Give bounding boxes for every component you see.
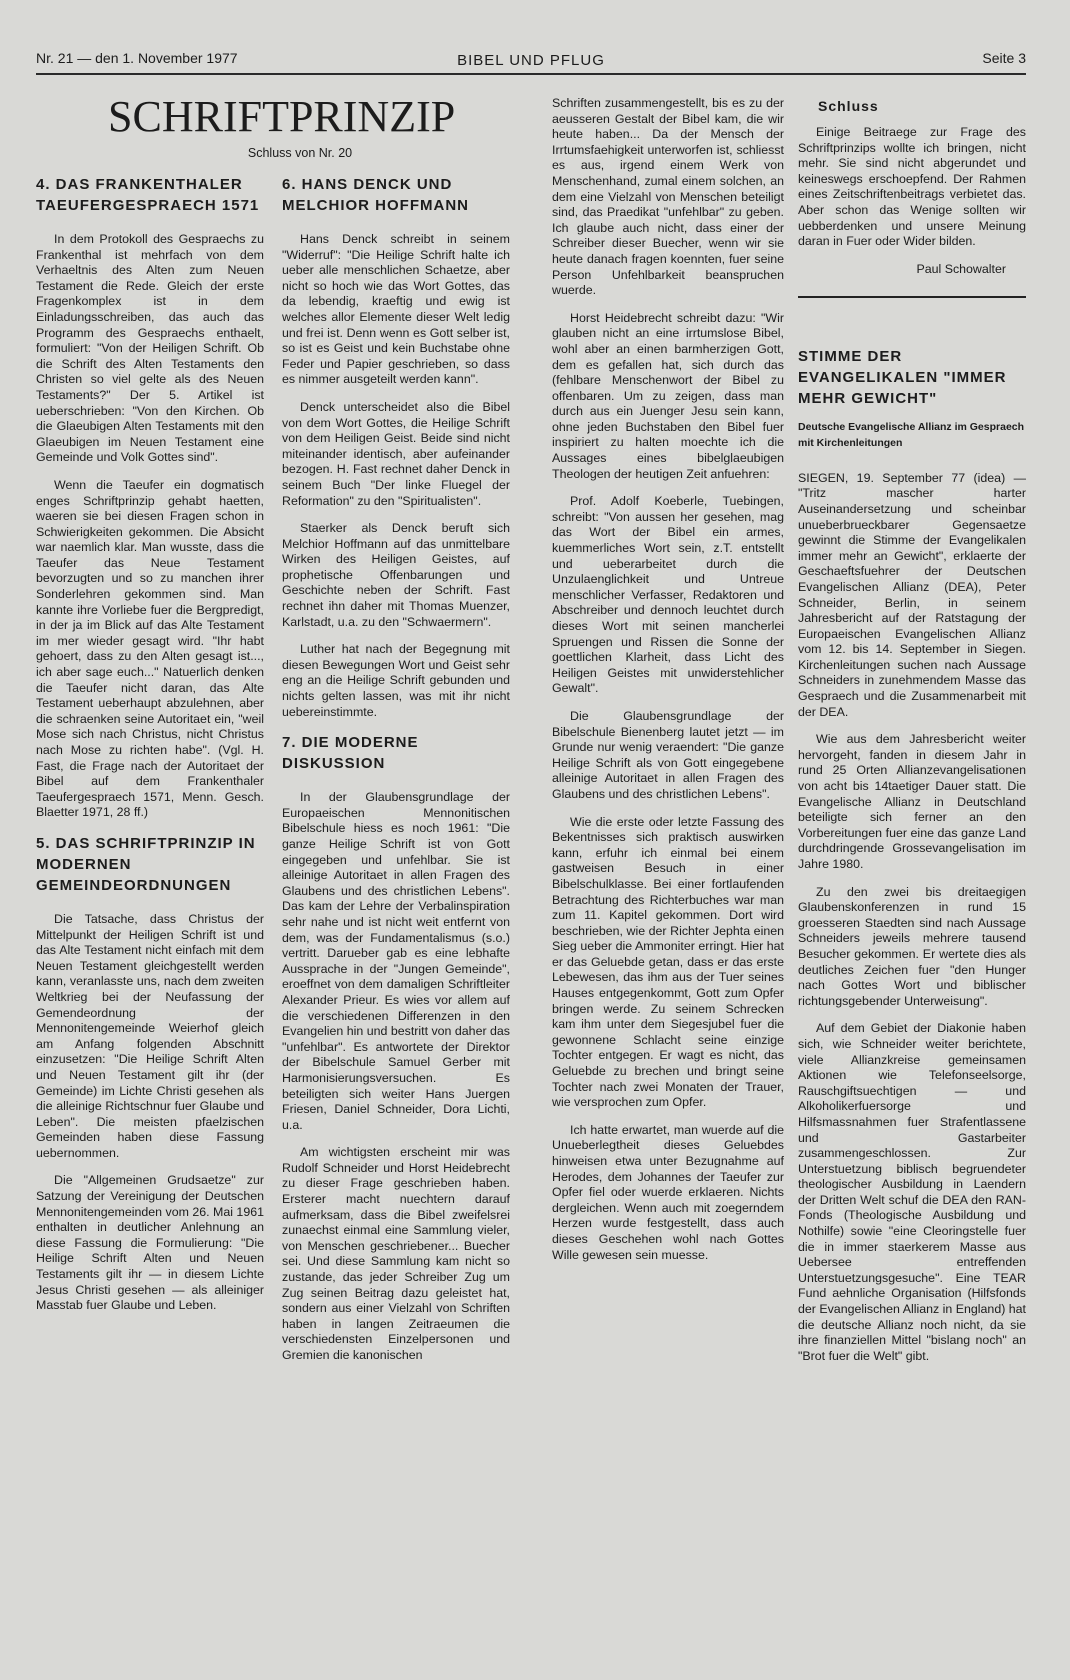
column-4: [798, 96, 1026, 1376]
page-number: Seite 3: [982, 50, 1026, 66]
paragraph: Am wichtigsten erscheint mir was Rudolf Schneider und Horst Heidebrecht zu dieser Frage geschrieben haben. Ersterer macht nuechtern darauf aufmerksam, dass die Bibel zweifelsrei zunaechst einmal eine Sammlung vieler, von Menschen geschriebener... Buecher sei. Und diese Sammlung kam nicht so zustande, das jeder Schreiber Zug um Zug seinen Beitrag dazu geleistet hat, sondern aus einer Vielzahl von Schriften haben in langen Zeitraeumen die verschiedensten Einzelpersonen und Gremien die kanonischen: [282, 1145, 510, 1362]
paragraph: Auf dem Gebiet der Diakonie haben sich, wie Schneider weiter berichtete, viele Allianzkreise gemeinsamen Aktionen wie Telefonseelsorge, Rauschgiftsuechtigen — und Alkoholikerfuersorge und Hilfsmassnahmen fuer Strafentlassene und Gastarbeiter zusammengeschlossen. Zur Unterstuetzung biblisch begruendeter theologischer Ausbildung in Laendern der Dritten Welt schuf die DEA den RAN-Fonds (Theologische Ausbildung und Nothilfe) sowie "eine Cleoringstelle fuer die in immer staerkerem Masse aus Uebersee entreffenden Unterstuetzungsgesuche". Eine TEAR Fund aehnliche Organisation (Hilfsfonds der Evangelischen Allianz in England) hat die deutsche Allianz noch nicht, da sie ihre finanziellen Mittel "bislang noch" an "Brot fuer die Welt" gibt.: [798, 1021, 1026, 1363]
paragraph: Schriften zusammengestellt, bis es zu der aeusseren Gestalt der Bibel kam, die wir heute haben... Da der Mensch der Irrtumsfaehigkeit unterworfen ist, schliesst es aus, irgend einem Werk von Menschenhand, zumal einem solchen, an dem eine Vielzahl von Menschen beteiligt sind, das Praedikat "unfehlbar" zu geben. Ich glaube auch nicht, dass einer der Schreiber dieser Buecher, wenn wir sie heute danach fragen koennten, fuer seine Person Unfehlbarkeit beanspruchen wuerde.: [552, 96, 784, 298]
section-heading-7: 7. DIE MODERNE DISKUSSION: [282, 734, 419, 773]
section-divider: [798, 296, 1026, 298]
paragraph: In der Glaubensgrundlage der Europaeischen Mennonitischen Bibelschule hiess es noch 1961: "Die ganze Heilige Schrift ist von Gott eingegeben und unfehlbar. Sie ist alleinige Autoritaet in allen Fragen des Glaubens und des christlichen Lebens". Das kam der Lehre der Verbalinspiration sehr nahe und ist nicht weit entfernt von dem, was der Fundamentalismus (s.o.) vertritt. Darueber gab es eine lebhafte Aussprache in der "Jungen Gemeinde", eroeffnet von dem damaligen Schriftleiter Alexander Prieur. Es wies vor allem auf die verschiedenen Differenzen in den Evangelien hin und bestritt von daher das "unfehlbar". Es antwortete der Direktor der Bibelschule Samuel Gerber mit Harmonisierungsversuchen. Es beteiligten sich weiter Hans Juergen Friesen, Daniel Schneider, Dora Lichti, u.a.: [282, 790, 511, 1132]
column-3: [552, 96, 784, 1275]
paragraph: In dem Protokoll des Gespraechs zu Frankenthal ist mehrfach von dem Verhaeltnis des Alten zum Neuen Testament die Rede. Gleich der erste Fragenkomplex ist in dem Einladungsschreiben, das auch das Programm des Gespraechs enthaelt, formuliert: "Von der Heiligen Schrift. Ob die Schrift des Alten Testaments den Christen so viel gelte als des Neuen Testaments?" Der 5. Artikel ist ueberschrieben: "Von den Kirchen. Ob die Glaeubigen Alten Testaments mit den Glaeubigen im Neuen Testament eine Gemeinde und Volk Gottes sind".: [36, 232, 264, 465]
paragraph: Hans Denck schreibt in seinem "Widerruf": "Die Heilige Schrift halte ich ueber alle menschlichen Schaetze, aber nicht so hoch wie das Wort Gottes, das da lebendig, kraeftig und ewig ist welches allor Elemente dieser Welt ledig und frei ist. Denn wenn es Gott selber ist, so ist es Geist und kein Buchstabe ohne Feder und Papier geschrieben, so dass es nimmer ausgeteilt werden kann".: [282, 232, 510, 387]
column-1: [36, 168, 264, 1326]
article-subtitle: Schluss von Nr. 20: [247, 146, 353, 160]
section-heading-5: 5. DAS SCHRIFTPRINZIP IN MODERNEN GEMEINDEORDNUNGEN: [36, 834, 256, 894]
section-subheading: Deutsche Evangelische Allianz im Gespraech mit Kirchenleitungen: [798, 420, 1025, 449]
paragraph: Wie aus dem Jahresbericht weiter hervorgeht, fanden in diesem Jahr in rund 25 Orten Allianzevangelisationen von acht bis 14taetiger Dauer statt. Die Evangelische Allianz in Deutschland beteiligte sich ferner an den Vorbereitungen fuer eine das ganze Land durchdringende Grossevangelisation im Jahre 1980.: [798, 732, 1026, 871]
paragraph: Horst Heidebrecht schreibt dazu: "Wir glauben nicht an eine irrtumslose Bibel, wohl aber an einen barmherzigen Gott, dem es gefallen hat, sich durch das (fehlbare Menschenwort der Bibel zu offenbaren. Um zu zeigen, dass man durch aus ein Juenger Jesu sein kann, ohne jeden Buchstaben den Bibel fuer inspiriert zu halten moechte ich die Aussages eines bibelglaeubigen Theologen der heutigen Zeit anfuehren:: [552, 310, 784, 481]
paragraph: Die Tatsache, dass Christus der Mittelpunkt der Heiligen Schrift ist und das Alte Testament nicht einfach mit dem Neuen Testament gleichgestellt werden kann, veranlasste uns, nach dem zweiten Weltkrieg bei der Neufassung der Gemendeordnung der Mennonitengemeinde Weierhof gleich am Anfang folgenden Abschnitt einzusetzen: "Die Heilige Schrift Alten und Neuen Testament gilt ihr (der Gemeinde) im Lichte Christi gesehen als die alleinige Richtschnur fuer Glaube und Leben". Die meisten pfaelzischen Gemeinden haben diese Fassung uebernommen.: [36, 911, 264, 1160]
paragraph: Wie die erste oder letzte Fassung des Bekentnisses sich praktisch auswirken kann, erfuhr ich einmal bei einem gastweisen Besuch in einer Bibelschulklasse. Bei einer fortlaufenden Betrachtung des Richterbuches war man zum 11. Kapitel gekommen. Dort wird beschrieben, wie der Richter Jephta einen Sieg ueber die Ammoniter erringt. Hier hat er das Geluebde getan, dass er das erste Lebewesen, das ihm aus der Tuer seines Hauses entgegenkommt, Gott zum Opfer bringen werde. Zu seinem Schrecken kam ihm unter dem Siegesjubel fuer die gewonnene Schlacht seine einzige Tochter entgegen. Er wagt es nicht, das Geluebde zu brechen und bringt seine Tochter nach zwei Monaten der Trauer, wie versprochen zum Opfer.: [552, 814, 784, 1110]
schluss-heading: Schluss: [818, 98, 879, 114]
header-rule: [36, 73, 1026, 75]
paragraph: Luther hat nach der Begegnung mit diesen Bewegungen Wort und Geist sehr eng an die Heilige Schrift gebunden und nichts gelten lassen, was mit ihr nicht uebereinstimmte.: [282, 642, 510, 719]
author-signature: Paul Schowalter: [916, 261, 1006, 276]
article-title: SCHRIFTPRINZIP: [108, 92, 456, 141]
paragraph: Zu den zwei bis dreitaegigen Glaubenskonferenzen in rund 15 groesseren Staedten sind nach Aussage Schneiders jeweils mehrere tausend Besucher gekommen. Er wertete dies als deutliches Zeichen fuer "den Hunger nach Gottes Wort und biblischer richtungsgebender Unterweisung".: [798, 884, 1026, 1008]
page-header: [36, 46, 1026, 72]
column-2: [282, 168, 510, 1376]
paragraph: Die Glaubensgrundlage der Bibelschule Bienenberg lautet jetzt — im Grunde nur wenig veraendert: "Die ganze Heilige Schrift als von Gott eingegebene alleinige Autoritaet in allen Fragen des Glaubens und des christlichen Lebens".: [552, 708, 784, 801]
paragraph: Ich hatte erwartet, man wuerde auf die Unueberlegtheit dieses Geluebdes hinweisen etwa unter Bezugnahme auf Herodes, dem Johannes der Taeufer zur Opfer fiel oder wuerde erklaeren. Nichts dergleichen. Wenn auch mit zoegerndem Herzen wurde festgestellt, dass auch dieses Geschehen wohl nach Gottes Wille gewesen sein muesse.: [552, 1122, 784, 1262]
section-heading-stimme: STIMME DER EVANGELIKALEN "IMMER MEHR GEWICHT": [798, 347, 1007, 407]
paragraph: Die "Allgemeinen Grudsaetze" zur Satzung der Vereinigung der Deutschen Mennonitengemeinden vom 26. Mai 1961 enthalten in deutlicher Anlehnung an diese Fassung die Formulierung: "Die Heilige Schrift Alten und Neuen Testaments gilt ihr — in diesem Lichte Jesus Christi gesehen — als alleiniger Masstab fuer Glaube und Leben.: [36, 1173, 264, 1313]
paragraph: Wenn die Taeufer ein dogmatisch enges Schriftprinzip gehabt haetten, waeren sie bei diesen Fragen schon in Schwierigkeiten gekommen. Die Absicht war naemlich klar. Man wusste, dass die Taeufer das Neue Testament bevorzugten und so zu manchen ihrer Sonderlehren gekommen sind. Man kannte ihre Vorliebe fuer die Bergpredigt, in der ja im Blick auf das Alte Testament im mer wieder gesagt wird. "Ihr habt gehoert, dass zu den Alten gesagt ist..., ich aber sage euch..." Natuerlich denken die Taeufer nicht daran, das Alte Testament ueberhaupt abzulehnen, aber die schraenken seine Autoritaet ein, "weil Mose sich nach Christus, nicht Christus nach Mose zu richten habe". (Vgl. H. Fast, die Frage nach der Autoritaet der Bibel auf dem Frankenthaler Taeufergespraech 1571, Menn. Gesch. Blaetter 1971, 28 ff.): [36, 477, 264, 820]
section-heading-6: 6. HANS DENCK UND MELCHIOR HOFFMANN: [282, 176, 469, 214]
paragraph: Staerker als Denck beruft sich Melchior Hoffmann auf das unmittelbare Wirken des Heiligen Geistes, auf prophetische Offenbarungen und Geschichte neben der Schrift. Fast rechnet ihn daher mit Thomas Muenzer, Karlstadt, u.a. zu den "Schwaermern".: [282, 521, 510, 629]
paragraph: Denck unterscheidet also die Bibel von dem Wort Gottes, die Heilige Schrift von dem Heiligen Geist. Beide sind nicht miteinander identisch, aber aufeinander bezogen. H. Fast rechnet daher Denck in seinem Buch "Der linke Fluegel der Reformation" zu den "Spiritualisten".: [282, 399, 510, 508]
paragraph: Einige Beitraege zur Frage des Schriftprinzips wollte ich bringen, nicht mehr. Sie sind nicht abgerundet und keineswegs erschoepfend. Der Rahmen eines Zeitschriftenbeitrags verbietet das. Aber schon das Wenige sollten wir uebberdenken und unsere Meinung daran in Fuer oder Wider bilden.: [798, 125, 1026, 249]
newspaper-name: BIBEL UND PFLUG: [457, 52, 605, 69]
paragraph: SIEGEN, 19. September 77 (idea) — "Tritz mascher harter Auseinandersetzung und scheinbar unueberbrueckbarer Gegensaetze gewinnt die Stimme der Evangelikalen immer mehr an Gewicht", erklaerte der Geschaeftsfuehrer der Deutschen Evangelischen Allianz (DEA), Peter Schneider, Berlin, in seinem Jahresbericht auf der Ratstagung der Europaeischen Evangelischen Allianz vom 12. bis 14. September in Siegen. Kirchenleitungen suchen nach Aussage Schneiders in zunehmendem Masse das Gespraech und die Zusammenarbeit mit der DEA.: [798, 470, 1026, 719]
section-heading-4: 4. DAS FRANKENTHALER TAEUFERGESPRAECH 1571: [36, 176, 260, 214]
paragraph: Prof. Adolf Koeberle, Tuebingen, schreibt: "Von aussen her gesehen, mag das Wort der Bibel ein armes, kuemmerliches Wort sein, z.T. entstellt und ueberarbeitet durch die Unzulaenglichkeit und Untreue menschlicher Verfasser, Redaktoren und Abschreiber und dennoch leuchtet durch dieses Wort mit seinen mancherlei Spruengen und Rissen die Sonne der goettlichen Klarheit, dass Licht des Heiligen Geistes mit unwiderstehlicher Gewalt".: [552, 494, 784, 696]
issue-date: Nr. 21 — den 1. November 1977: [36, 50, 238, 66]
